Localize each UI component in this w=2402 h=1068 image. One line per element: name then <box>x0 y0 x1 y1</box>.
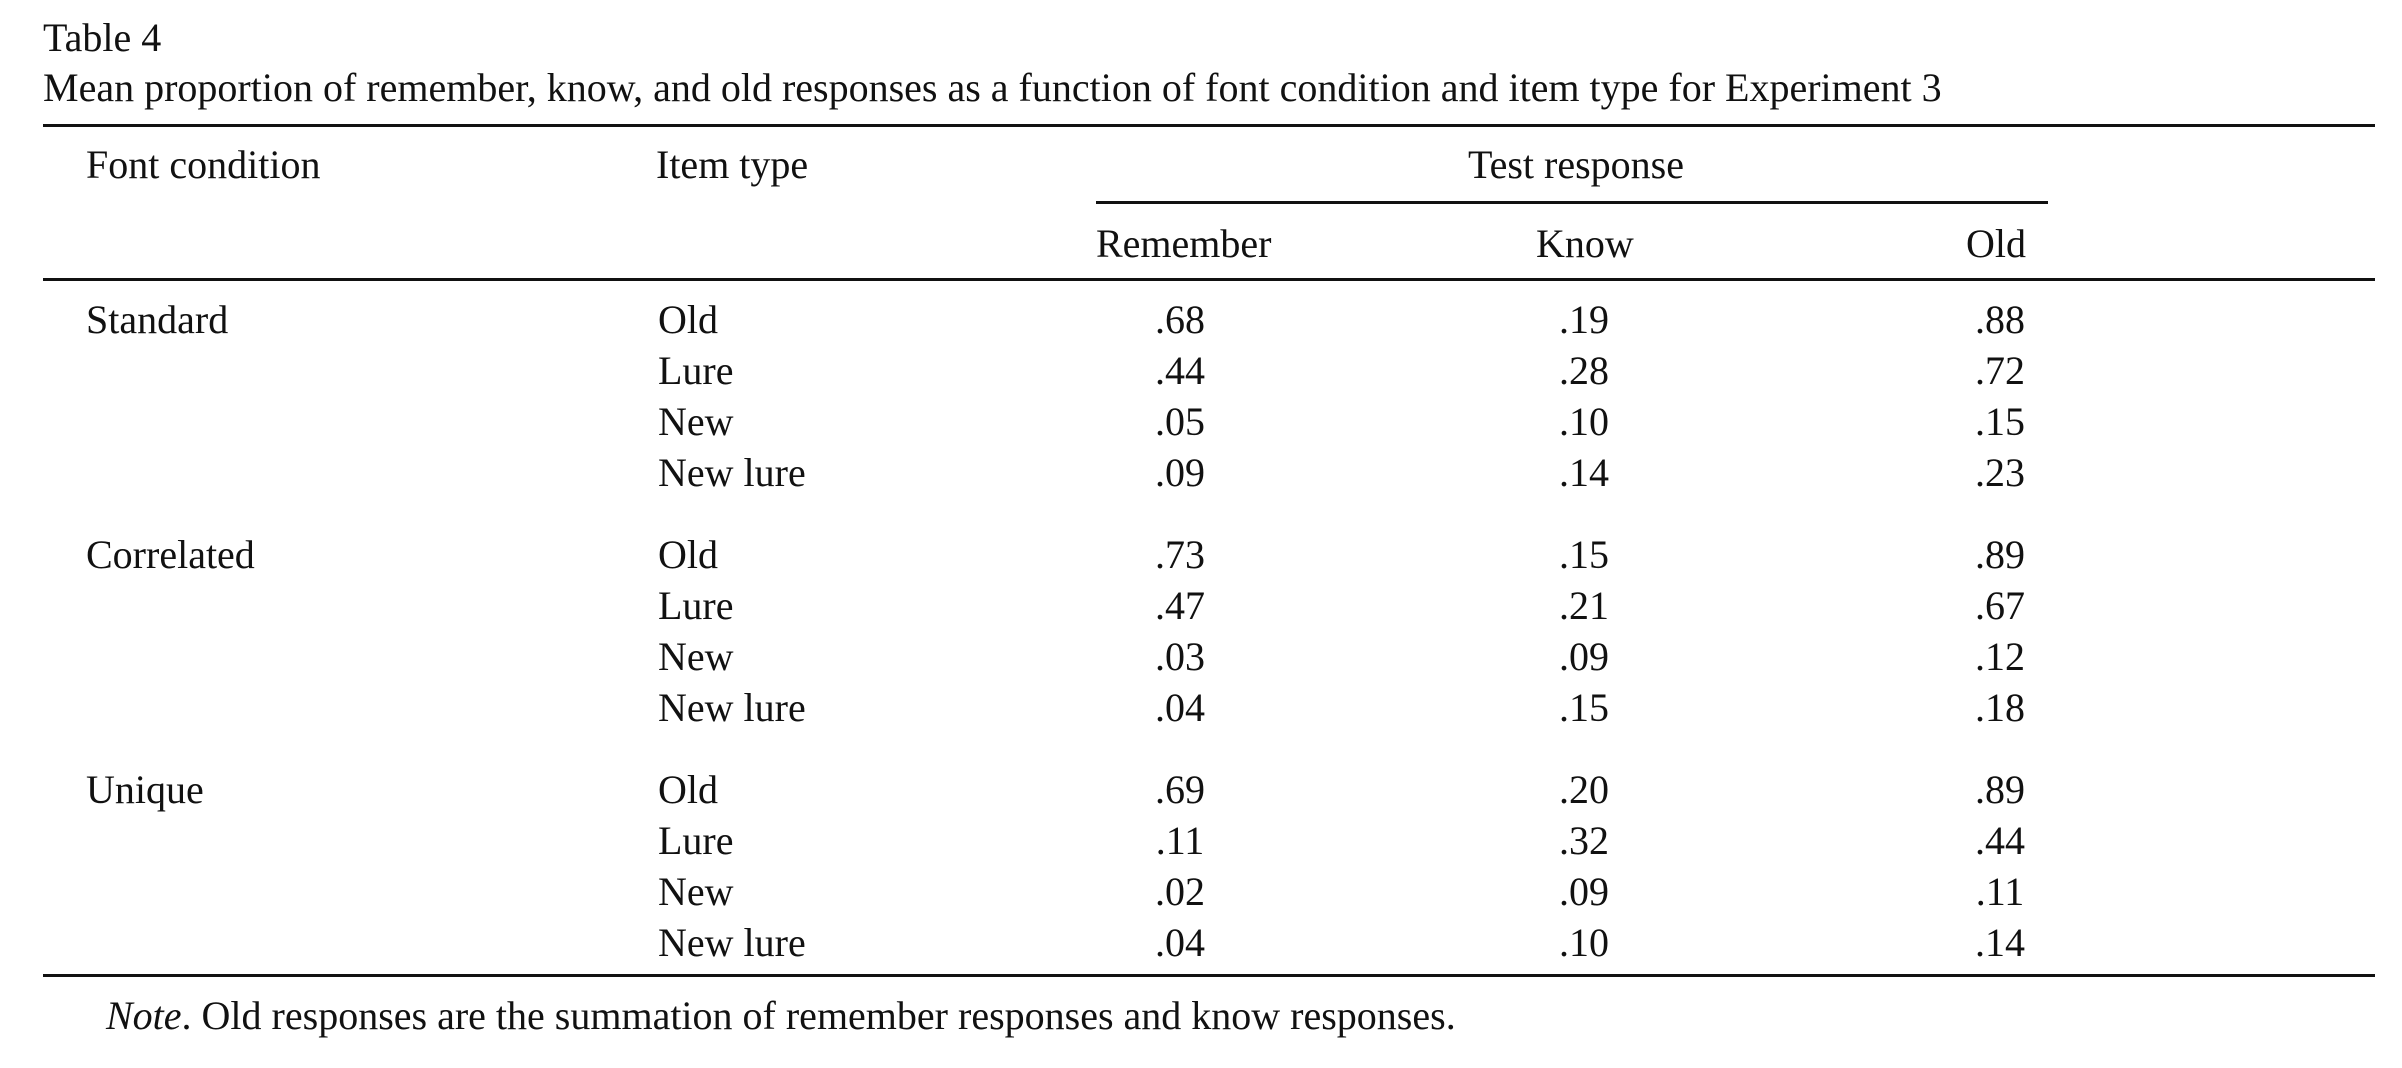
top-rule <box>43 124 2375 127</box>
item-type-cell: New <box>658 399 734 444</box>
note-label: Note <box>106 993 182 1038</box>
item-type-cell: New lure <box>658 450 806 495</box>
item-type-cell: Old <box>658 767 718 812</box>
note-text: . Old responses are the summation of remember responses and know responses. <box>181 993 1456 1038</box>
old-cell: .23 <box>1975 450 2025 495</box>
item-type-cell: Old <box>658 532 718 577</box>
remember-cell: .69 <box>1155 767 1205 812</box>
remember-cell: .04 <box>1155 920 1205 965</box>
item-type-cell: New <box>658 869 734 914</box>
remember-cell: .09 <box>1155 450 1205 495</box>
old-cell: .15 <box>1975 399 2025 444</box>
old-cell: .11 <box>1975 869 2025 914</box>
header-font-condition: Font condition <box>86 142 321 187</box>
old-cell: .12 <box>1975 634 2025 679</box>
header-know: Know <box>1536 221 1634 266</box>
old-cell: .18 <box>1975 685 2025 730</box>
remember-cell: .73 <box>1155 532 1205 577</box>
item-type-cell: New lure <box>658 920 806 965</box>
old-cell: .14 <box>1975 920 2025 965</box>
remember-cell: .03 <box>1155 634 1205 679</box>
know-cell: .10 <box>1559 920 1609 965</box>
item-type-cell: Lure <box>658 348 734 393</box>
old-cell: .89 <box>1975 532 2025 577</box>
old-cell: .67 <box>1975 583 2025 628</box>
remember-cell: .68 <box>1155 297 1205 342</box>
remember-cell: .11 <box>1155 818 1205 863</box>
item-type-cell: New lure <box>658 685 806 730</box>
remember-cell: .04 <box>1155 685 1205 730</box>
know-cell: .19 <box>1559 297 1609 342</box>
know-cell: .28 <box>1559 348 1609 393</box>
know-cell: .21 <box>1559 583 1609 628</box>
know-cell: .15 <box>1559 685 1609 730</box>
know-cell: .10 <box>1559 399 1609 444</box>
font-condition-label: Correlated <box>86 532 255 577</box>
item-type-cell: New <box>658 634 734 679</box>
know-cell: .32 <box>1559 818 1609 863</box>
header-test-response: Test response <box>1467 142 1685 187</box>
remember-cell: .02 <box>1155 869 1205 914</box>
table-label: Table 4 <box>43 15 162 60</box>
header-old: Old <box>1966 221 2026 266</box>
old-cell: .88 <box>1975 297 2025 342</box>
table-caption: Mean proportion of remember, know, and old responses as a function of font condition and item type for Experiment 3 <box>43 65 1942 110</box>
test-response-rule <box>1096 201 2048 204</box>
item-type-cell: Old <box>658 297 718 342</box>
font-condition-label: Standard <box>86 297 229 342</box>
know-cell: .20 <box>1559 767 1609 812</box>
item-type-cell: Lure <box>658 818 734 863</box>
item-type-cell: Lure <box>658 583 734 628</box>
bottom-rule <box>43 974 2375 977</box>
remember-cell: .05 <box>1155 399 1205 444</box>
header-item-type: Item type <box>656 142 809 187</box>
old-cell: .89 <box>1975 767 2025 812</box>
remember-cell: .44 <box>1155 348 1205 393</box>
know-cell: .15 <box>1559 532 1609 577</box>
remember-cell: .47 <box>1155 583 1205 628</box>
table-note <box>106 993 1456 1038</box>
know-cell: .09 <box>1559 869 1609 914</box>
header-remember: Remember <box>1096 221 1272 266</box>
header-rule <box>43 278 2375 281</box>
know-cell: .14 <box>1559 450 1609 495</box>
old-cell: .44 <box>1975 818 2025 863</box>
font-condition-label: Unique <box>86 767 204 812</box>
know-cell: .09 <box>1559 634 1609 679</box>
old-cell: .72 <box>1975 348 2025 393</box>
